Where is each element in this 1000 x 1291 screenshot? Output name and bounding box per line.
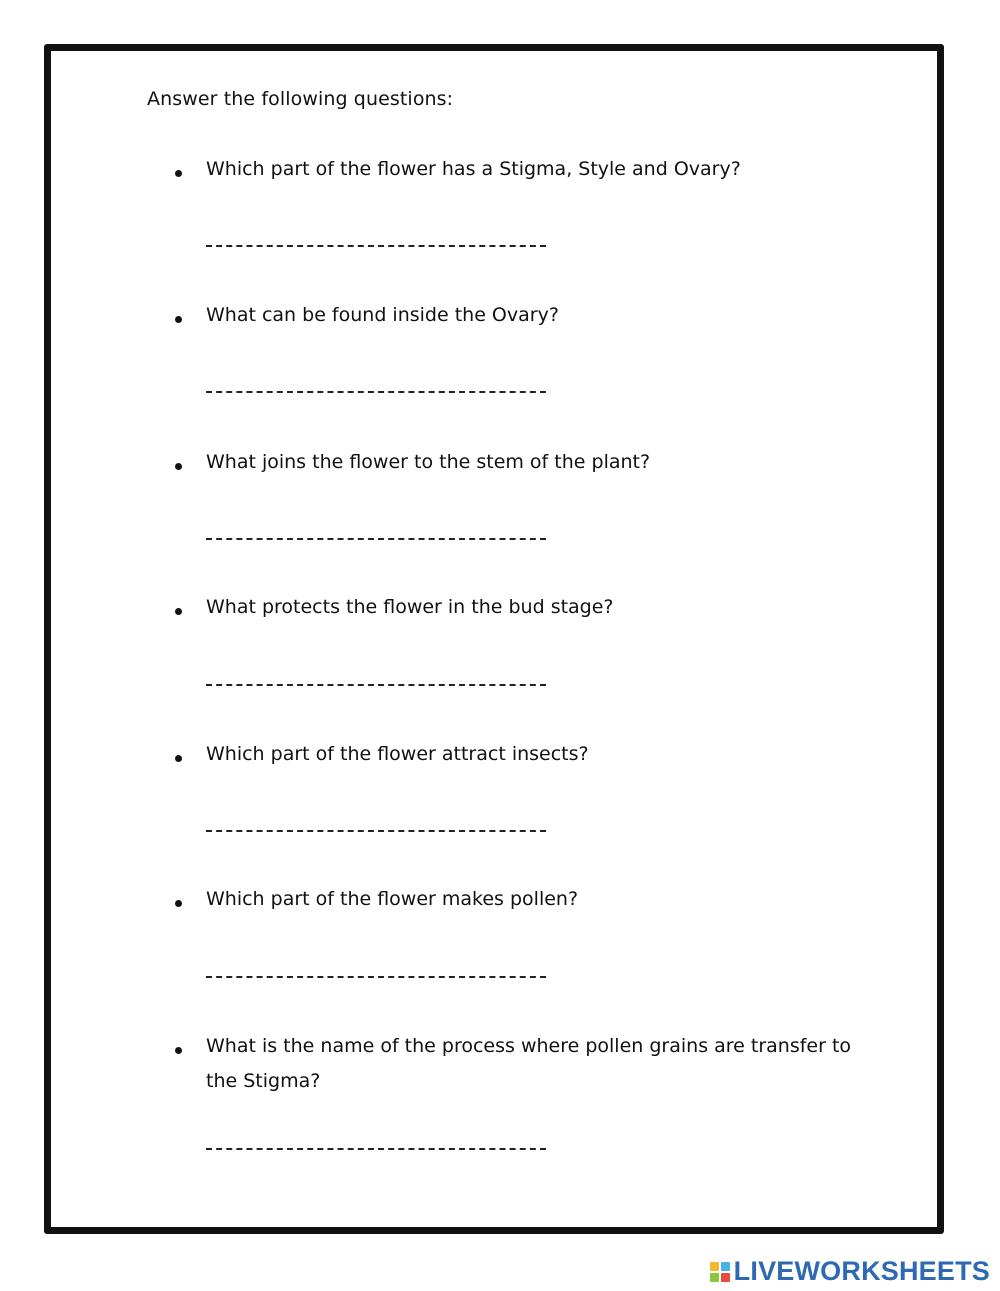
- answer-line-1[interactable]: [206, 245, 546, 247]
- liveworksheets-logo-icon: [710, 1262, 730, 1282]
- answer-line-2[interactable]: [206, 391, 546, 393]
- answer-line-6[interactable]: [206, 976, 546, 978]
- answer-line-7[interactable]: [206, 1148, 546, 1150]
- instructions-text: Answer the following questions:: [147, 88, 454, 110]
- question-text: What is the name of the process where pollen grains are transfer to the Stigma?: [206, 1035, 852, 1092]
- logo-square-3: [710, 1273, 719, 1282]
- logo-square-4: [721, 1273, 730, 1282]
- brand-text: LIVEWORKSHEETS: [733, 1256, 990, 1286]
- liveworksheets-brand: [710, 1256, 990, 1287]
- question-text: What protects the flower in the bud stage?: [206, 596, 614, 618]
- answer-line-5[interactable]: [206, 830, 546, 832]
- logo-square-1: [710, 1262, 719, 1271]
- question-text: Which part of the flower attract insects?: [206, 743, 589, 765]
- question-text: Which part of the flower makes pollen?: [206, 888, 579, 910]
- answer-line-4[interactable]: [206, 684, 546, 686]
- bullet-icon: [175, 1047, 182, 1054]
- bullet-icon: [175, 170, 182, 177]
- bullet-icon: [175, 608, 182, 615]
- bullet-icon: [175, 463, 182, 470]
- answer-line-3[interactable]: [206, 538, 546, 540]
- bullet-icon: [175, 755, 182, 762]
- question-text: What can be found inside the Ovary?: [206, 304, 559, 326]
- logo-square-2: [721, 1262, 730, 1271]
- bullet-icon: [175, 316, 182, 323]
- question-text: What joins the flower to the stem of the plant?: [206, 451, 651, 473]
- bullet-icon: [175, 900, 182, 907]
- question-text: Which part of the flower has a Stigma, Style and Ovary?: [206, 158, 741, 180]
